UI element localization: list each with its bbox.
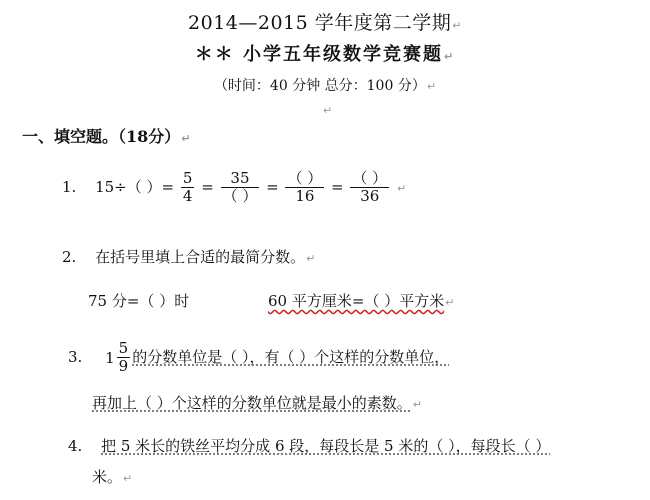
q2-text: 在括号里填上合适的最简分数。 xyxy=(95,248,306,266)
q4-text-a: 把 5 米长的铁丝平均分成 6 段，每段长是 5 米的（ ），每段长（ ） xyxy=(101,437,551,455)
q1-prefix: 15÷（ ）= xyxy=(95,177,175,196)
fraction-35-blank: $\frac{35}{( )}$ xyxy=(222,169,258,206)
question-number: 3. xyxy=(68,347,83,366)
q4-line-b: 米。↵ xyxy=(92,468,133,486)
exam-title-name: ＊＊ 小学五年级数学竞赛题↵ xyxy=(194,44,456,65)
equals-sign: = xyxy=(331,177,344,196)
q3-text-a: 的分数单位是（ ），有（ ）个这样的分数单位， xyxy=(132,347,450,366)
question-3 xyxy=(68,340,449,376)
paragraph-mark: ↵ xyxy=(323,104,333,117)
section-heading: 一、填空题。（18分）↵ xyxy=(22,127,191,146)
question-number: 4. xyxy=(68,437,83,455)
q3-line-b: 再加上（ ）个这样的分数单位就是最小的素数。↵ xyxy=(92,394,422,412)
paragraph-mark: ↵ xyxy=(396,181,407,195)
fraction-5-4: $\frac{5}{4}$ xyxy=(182,169,193,206)
question-1 xyxy=(62,170,406,206)
mixed-number-int: 1 xyxy=(105,348,115,367)
question-number: 2. xyxy=(62,248,77,266)
fraction-blank-36: $\frac{( )}{36}$ xyxy=(352,169,388,206)
question-2: 2. 在括号里填上合适的最简分数。↵ xyxy=(62,248,316,266)
q2-line-a: 75 分=（ ）时 xyxy=(88,292,190,310)
fraction-blank-16: $\frac{( )}{16}$ xyxy=(287,169,323,206)
question-number: 1. xyxy=(62,177,77,196)
equals-sign: = xyxy=(201,177,214,196)
equals-sign: = xyxy=(266,177,279,196)
q2-line-b: 60 平方厘米=（ ）平方米↵ xyxy=(268,292,455,310)
question-4 xyxy=(68,435,550,456)
fraction-5-9: $\frac{5}{9}$ xyxy=(118,339,129,376)
exam-title-term: 2014—2015 学年度第二学期↵ xyxy=(188,12,462,34)
exam-time-score: （时间：40 分钟 总分：100 分）↵ xyxy=(213,78,437,94)
